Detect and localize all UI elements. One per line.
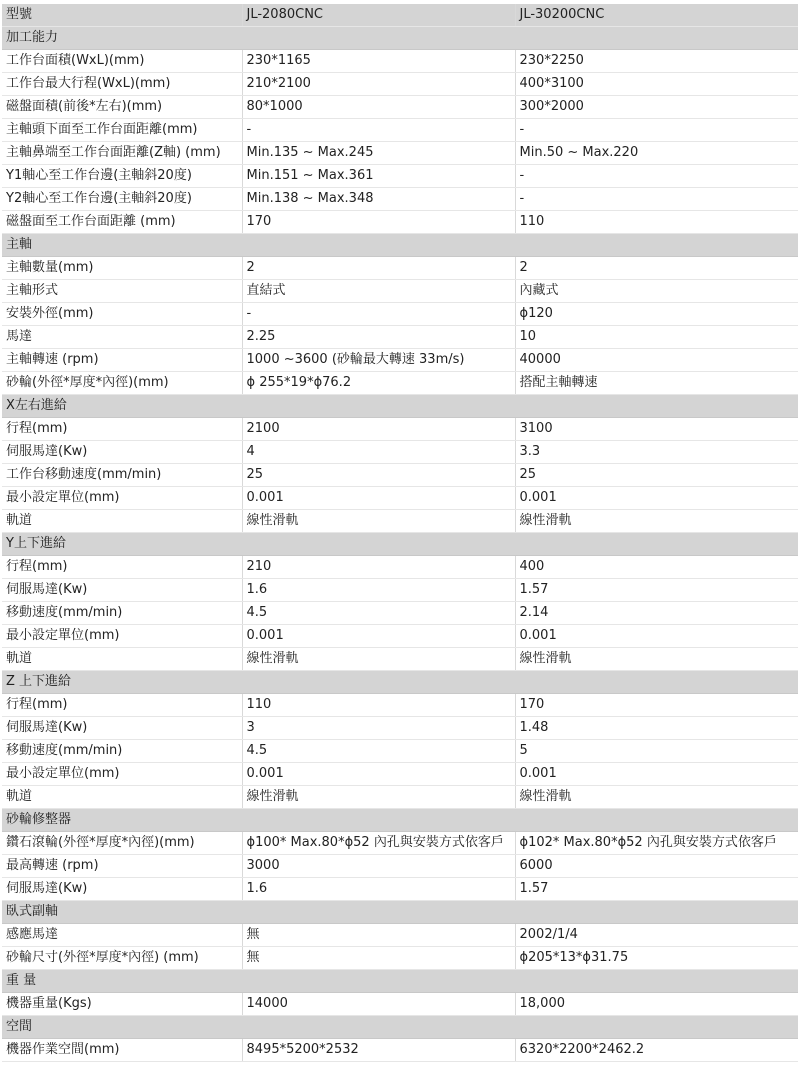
- spec-label: 工作台面積(WxL)(mm): [2, 50, 242, 73]
- spec-label: 伺服馬達(Kw): [2, 441, 242, 464]
- spec-label: 感應馬達: [2, 924, 242, 947]
- spec-value-model-1: 170: [242, 211, 515, 234]
- section-title: 主軸: [2, 234, 798, 257]
- spec-row: [2, 50, 798, 73]
- spec-value-model-1: 3: [242, 717, 515, 740]
- spec-value-model-2: 2002/1/4: [515, 924, 798, 947]
- section-row: [2, 901, 798, 924]
- spec-value-model-2: 5: [515, 740, 798, 763]
- spec-label: 磁盤面至工作台面距離 (mm): [2, 211, 242, 234]
- spec-row: [2, 119, 798, 142]
- section-title: 重 量: [2, 970, 798, 993]
- section-row: [2, 395, 798, 418]
- spec-value-model-1: 4: [242, 441, 515, 464]
- spec-value-model-1: 1000 ~3600 (砂輪最大轉速 33m/s): [242, 349, 515, 372]
- spec-value-model-1: -: [242, 303, 515, 326]
- section-title: Z 上下進給: [2, 671, 798, 694]
- spec-label: Y1軸心至工作台邊(主軸斜20度): [2, 165, 242, 188]
- spec-label: 工作台移動速度(mm/min): [2, 464, 242, 487]
- spec-value-model-1: 0.001: [242, 763, 515, 786]
- spec-value-model-1: 210: [242, 556, 515, 579]
- spec-value-model-2: 25: [515, 464, 798, 487]
- section-row: [2, 809, 798, 832]
- spec-value-model-2: 0.001: [515, 625, 798, 648]
- spec-row: [2, 280, 798, 303]
- section-row: [2, 671, 798, 694]
- spec-value-model-1: Min.135 ~ Max.245: [242, 142, 515, 165]
- header-cell-model-2: JL-30200CNC: [515, 4, 798, 27]
- spec-row: [2, 441, 798, 464]
- spec-value-model-1: 1.6: [242, 878, 515, 901]
- spec-row: [2, 602, 798, 625]
- spec-label: 最小設定單位(mm): [2, 625, 242, 648]
- section-title: Y上下進給: [2, 533, 798, 556]
- spec-value-model-2: 2: [515, 257, 798, 280]
- spec-label: 軌道: [2, 786, 242, 809]
- section-title: 砂輪修整器: [2, 809, 798, 832]
- spec-row: [2, 165, 798, 188]
- spec-value-model-1: 2.25: [242, 326, 515, 349]
- spec-row: [2, 142, 798, 165]
- spec-row: [2, 510, 798, 533]
- spec-value-model-2: 1.57: [515, 878, 798, 901]
- spec-row: [2, 993, 798, 1016]
- spec-label: 主軸數量(mm): [2, 257, 242, 280]
- spec-label: 伺服馬達(Kw): [2, 878, 242, 901]
- spec-label: 伺服馬達(Kw): [2, 579, 242, 602]
- spec-label: 最小設定單位(mm): [2, 763, 242, 786]
- spec-row: [2, 326, 798, 349]
- spec-label: 行程(mm): [2, 418, 242, 441]
- spec-value-model-2: 0.001: [515, 763, 798, 786]
- section-title: 空間: [2, 1016, 798, 1039]
- spec-value-model-1: -: [242, 119, 515, 142]
- spec-row: [2, 188, 798, 211]
- spec-row: [2, 855, 798, 878]
- spec-value-model-2: 18,000: [515, 993, 798, 1016]
- spec-value-model-1: 直結式: [242, 280, 515, 303]
- spec-value-model-1: Min.138 ~ Max.348: [242, 188, 515, 211]
- spec-value-model-1: 線性滑軌: [242, 648, 515, 671]
- spec-label: 機器作業空間(mm): [2, 1039, 242, 1062]
- spec-label: 最高轉速 (rpm): [2, 855, 242, 878]
- spec-row: [2, 717, 798, 740]
- section-title: 臥式副軸: [2, 901, 798, 924]
- spec-value-model-1: 230*1165: [242, 50, 515, 73]
- header-row: [2, 4, 798, 27]
- spec-label: 行程(mm): [2, 694, 242, 717]
- spec-label: 最小設定單位(mm): [2, 487, 242, 510]
- spec-value-model-2: 6000: [515, 855, 798, 878]
- spec-label: Y2軸心至工作台邊(主軸斜20度): [2, 188, 242, 211]
- spec-value-model-2: 內藏式: [515, 280, 798, 303]
- spec-label: 移動速度(mm/min): [2, 740, 242, 763]
- spec-value-model-2: 400: [515, 556, 798, 579]
- spec-label: 鑽石滾輪(外徑*厚度*內徑)(mm): [2, 832, 242, 855]
- spec-table-body: [2, 4, 798, 1062]
- section-row: [2, 970, 798, 993]
- spec-value-model-2: -: [515, 188, 798, 211]
- spec-value-model-2: 10: [515, 326, 798, 349]
- spec-label: 主軸轉速 (rpm): [2, 349, 242, 372]
- spec-row: [2, 96, 798, 119]
- spec-value-model-2: 2.14: [515, 602, 798, 625]
- spec-value-model-2: 線性滑軌: [515, 786, 798, 809]
- spec-table: [2, 4, 798, 1062]
- spec-value-model-2: 110: [515, 211, 798, 234]
- spec-row: [2, 694, 798, 717]
- spec-row: [2, 418, 798, 441]
- spec-value-model-2: -: [515, 119, 798, 142]
- spec-row: [2, 372, 798, 395]
- section-title: X左右進給: [2, 395, 798, 418]
- spec-value-model-2: 170: [515, 694, 798, 717]
- spec-row: [2, 579, 798, 602]
- spec-row: [2, 1039, 798, 1062]
- spec-value-model-1: 線性滑軌: [242, 510, 515, 533]
- spec-label: 移動速度(mm/min): [2, 602, 242, 625]
- spec-label: 安裝外徑(mm): [2, 303, 242, 326]
- spec-value-model-1: 210*2100: [242, 73, 515, 96]
- spec-row: [2, 786, 798, 809]
- spec-label: 砂輪(外徑*厚度*內徑)(mm): [2, 372, 242, 395]
- spec-value-model-2: 6320*2200*2462.2: [515, 1039, 798, 1062]
- spec-label: 軌道: [2, 510, 242, 533]
- spec-label: 伺服馬達(Kw): [2, 717, 242, 740]
- spec-value-model-2: 400*3100: [515, 73, 798, 96]
- spec-value-model-1: 線性滑軌: [242, 786, 515, 809]
- spec-row: [2, 947, 798, 970]
- spec-value-model-1: 4.5: [242, 740, 515, 763]
- spec-value-model-1: 0.001: [242, 625, 515, 648]
- spec-label: 主軸鼻端至工作台面距離(Z軸) (mm): [2, 142, 242, 165]
- spec-value-model-1: 0.001: [242, 487, 515, 510]
- spec-value-model-1: 2100: [242, 418, 515, 441]
- spec-value-model-1: ϕ 255*19*ϕ76.2: [242, 372, 515, 395]
- spec-value-model-1: 3000: [242, 855, 515, 878]
- spec-label: 主軸頭下面至工作台面距離(mm): [2, 119, 242, 142]
- spec-label: 工作台最大行程(WxL)(mm): [2, 73, 242, 96]
- spec-value-model-2: 300*2000: [515, 96, 798, 119]
- spec-value-model-2: 3.3: [515, 441, 798, 464]
- spec-value-model-2: 0.001: [515, 487, 798, 510]
- spec-value-model-2: 搭配主軸轉速: [515, 372, 798, 395]
- spec-row: [2, 487, 798, 510]
- spec-value-model-1: 25: [242, 464, 515, 487]
- spec-value-model-2: -: [515, 165, 798, 188]
- spec-row: [2, 832, 798, 855]
- spec-value-model-2: ϕ120: [515, 303, 798, 326]
- spec-value-model-2: 40000: [515, 349, 798, 372]
- spec-value-model-2: Min.50 ~ Max.220: [515, 142, 798, 165]
- spec-row: [2, 924, 798, 947]
- spec-row: [2, 556, 798, 579]
- spec-row: [2, 349, 798, 372]
- spec-value-model-2: ϕ102* Max.80*ϕ52 內孔與安裝方式依客戶: [515, 832, 798, 855]
- section-row: [2, 533, 798, 556]
- spec-value-model-2: 線性滑軌: [515, 510, 798, 533]
- spec-row: [2, 740, 798, 763]
- spec-value-model-1: 80*1000: [242, 96, 515, 119]
- spec-row: [2, 625, 798, 648]
- spec-value-model-1: 1.6: [242, 579, 515, 602]
- spec-value-model-2: 1.48: [515, 717, 798, 740]
- section-row: [2, 27, 798, 50]
- spec-value-model-1: 無: [242, 924, 515, 947]
- spec-row: [2, 648, 798, 671]
- spec-value-model-1: 110: [242, 694, 515, 717]
- section-title: 加工能力: [2, 27, 798, 50]
- spec-label: 機器重量(Kgs): [2, 993, 242, 1016]
- header-cell-model-1: JL-2080CNC: [242, 4, 515, 27]
- spec-row: [2, 257, 798, 280]
- spec-value-model-1: 4.5: [242, 602, 515, 625]
- spec-label: 砂輪尺寸(外徑*厚度*內徑) (mm): [2, 947, 242, 970]
- spec-row: [2, 763, 798, 786]
- section-row: [2, 1016, 798, 1039]
- spec-value-model-1: 14000: [242, 993, 515, 1016]
- spec-label: 主軸形式: [2, 280, 242, 303]
- spec-row: [2, 211, 798, 234]
- header-cell-label: 型號: [2, 4, 242, 27]
- spec-value-model-2: 1.57: [515, 579, 798, 602]
- spec-value-model-2: 線性滑軌: [515, 648, 798, 671]
- spec-value-model-2: 3100: [515, 418, 798, 441]
- spec-label: 馬達: [2, 326, 242, 349]
- spec-value-model-2: 230*2250: [515, 50, 798, 73]
- spec-value-model-1: 2: [242, 257, 515, 280]
- spec-label: 磁盤面積(前後*左右)(mm): [2, 96, 242, 119]
- spec-value-model-1: 8495*5200*2532: [242, 1039, 515, 1062]
- spec-row: [2, 303, 798, 326]
- spec-value-model-1: ϕ100* Max.80*ϕ52 內孔與安裝方式依客戶: [242, 832, 515, 855]
- spec-row: [2, 878, 798, 901]
- spec-label: 行程(mm): [2, 556, 242, 579]
- spec-row: [2, 464, 798, 487]
- spec-value-model-1: Min.151 ~ Max.361: [242, 165, 515, 188]
- section-row: [2, 234, 798, 257]
- spec-row: [2, 73, 798, 96]
- spec-label: 軌道: [2, 648, 242, 671]
- spec-value-model-1: 無: [242, 947, 515, 970]
- spec-value-model-2: ϕ205*13*ϕ31.75: [515, 947, 798, 970]
